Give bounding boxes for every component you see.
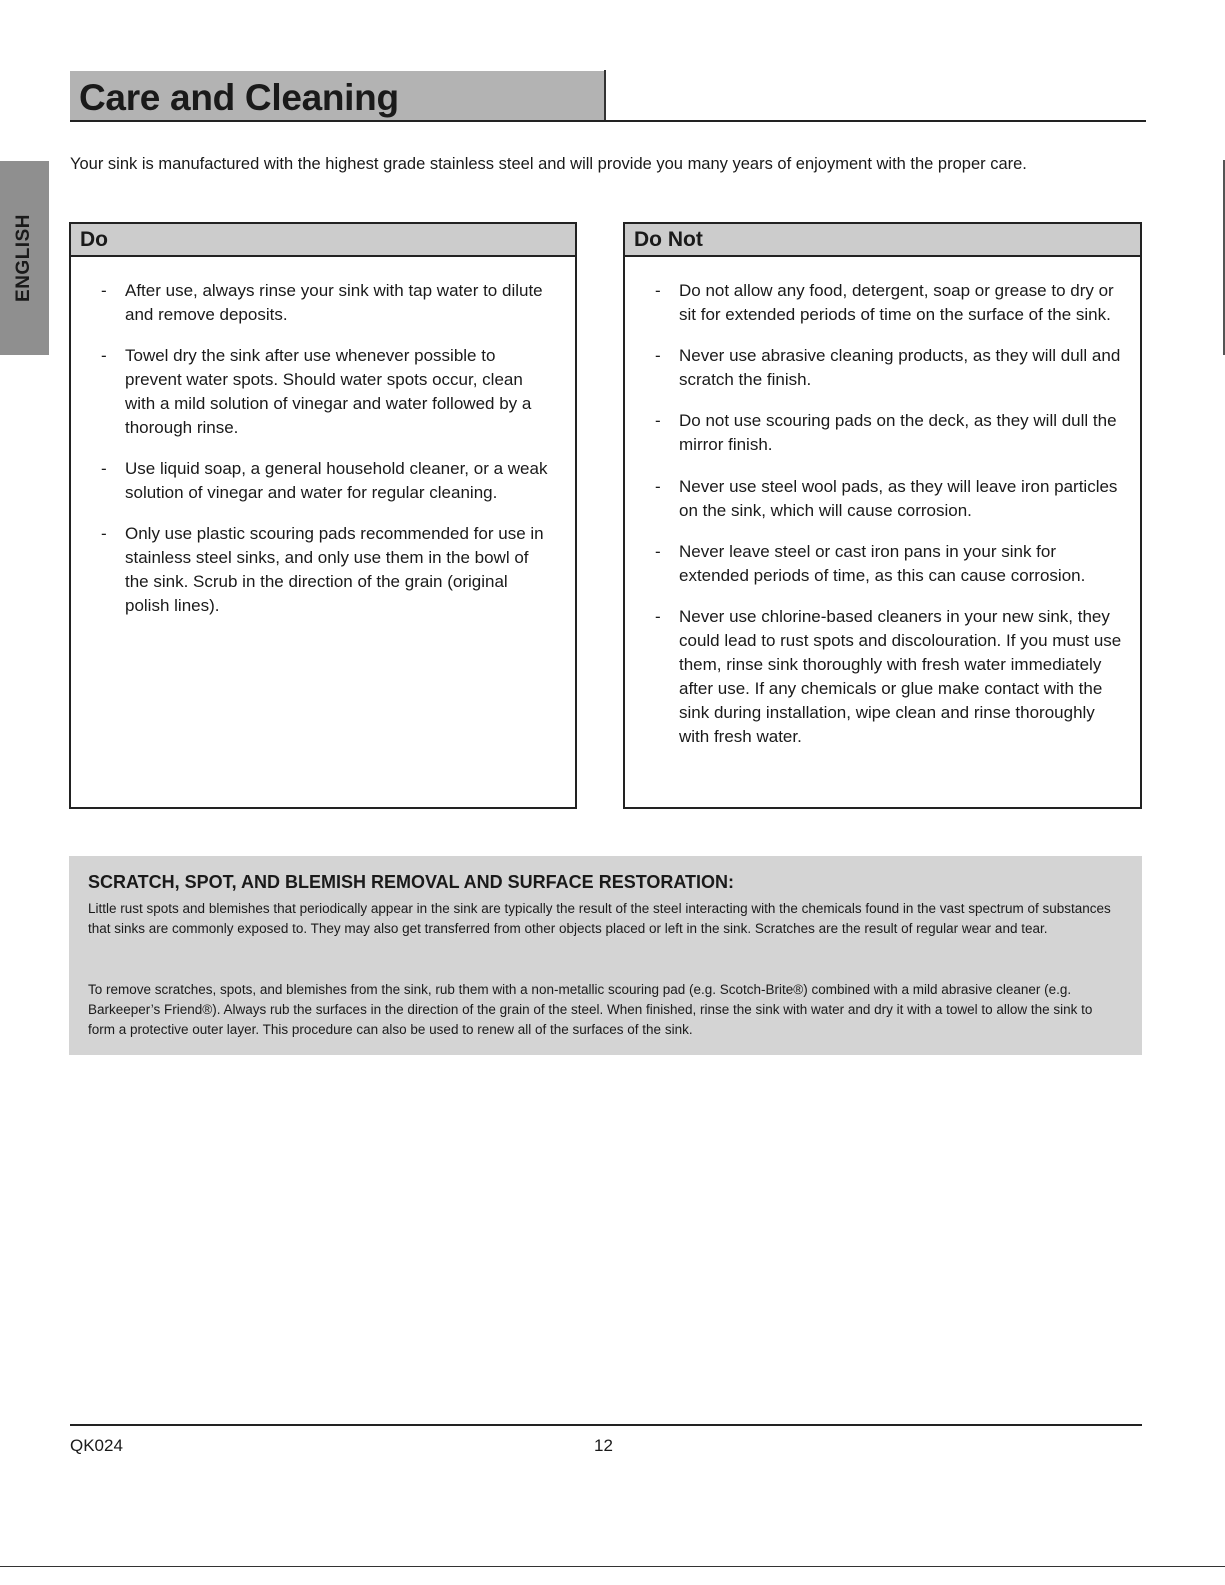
title-rule (70, 120, 1146, 122)
restoration-section (69, 856, 1142, 1055)
do-list-item: - Only use plastic scouring pads recommended for use in stainless steel sinks, and only use them in the bowl of the sink. Scrub in the direction of the grain (original polish lines). (101, 524, 544, 615)
bottom-edge-rule (0, 1566, 1225, 1567)
language-tab (0, 161, 49, 355)
do-not-list-item: - Never leave steel or cast iron pans in your sink for extended periods of time, as this can cause corrosion. (655, 542, 1086, 585)
do-not-list-item: - Do not allow any food, detergent, soap or grease to dry or sit for extended periods of time on the surface of the sink. (655, 281, 1114, 324)
title-divider (604, 70, 606, 121)
do-not-list-item: - Never use steel wool pads, as they will leave iron particles on the sink, which will cause corrosion. (655, 477, 1118, 520)
restoration-paragraph: Little rust spots and blemishes that periodically appear in the sink are typically the result of the steel interacting with the chemicals found in the vast spectrum of substances that sinks are commonly exposed to. They may also get transferred from other objects placed or left in the sink. Scratches are the result of regular wear and tear. (88, 901, 1111, 936)
do-list-item: - Towel dry the sink after use whenever possible to prevent water spots. Should water spots occur, clean with a mild solution of vinegar and water followed by a thorough rinse. (101, 346, 532, 437)
do-not-box (623, 222, 1142, 809)
do-list-item: - Use liquid soap, a general household cleaner, or a weak solution of vinegar and water for regular cleaning. (101, 459, 548, 502)
do-not-list-item: - Never use chlorine-based cleaners in your new sink, they could lead to rust spots and discolouration. If you must use them, rinse sink thoroughly with fresh water immediately after use. If any chemicals or glue make contact with the sink during installation, wipe clean and rinse thoroughly with fresh water. (655, 607, 1122, 746)
do-list-item: - After use, always rinse your sink with tap water to dilute and remove deposits. (101, 281, 543, 324)
language-tab-label: ENGLISH (13, 214, 34, 302)
do-box-heading: Do (71, 224, 575, 257)
restoration-heading: SCRATCH, SPOT, AND BLEMISH REMOVAL AND SURFACE RESTORATION: (88, 872, 735, 892)
page-number: 12 (594, 1436, 613, 1455)
title-bar (70, 71, 605, 121)
restoration-paragraph: To remove scratches, spots, and blemishes from the sink, rub them with a non-metallic scouring pad (e.g. Scotch-Brite®) combined with a mild abrasive cleaner (e.g. Barkeeper’s Friend®). Always rub the surfaces in the direction of the grain of the steel. When finished, rinse the sink with water and dry it with a towel to allow the sink to form a protective outer layer. This procedure can also be used to renew all of the surfaces of the sink. (88, 982, 1093, 1037)
intro-text: Your sink is manufactured with the highest grade stainless steel and will provide you many years of enjoyment with the proper care. (70, 155, 1027, 173)
do-not-list-item: - Do not use scouring pads on the deck, as they will dull the mirror finish. (655, 411, 1117, 454)
page-title: Care and Cleaning (79, 77, 399, 118)
do-box (69, 222, 577, 809)
footer-rule (70, 1424, 1142, 1426)
do-not-list-item: - Never use abrasive cleaning products, as they will dull and scratch the finish. (655, 346, 1121, 389)
do-not-box-heading: Do Not (625, 224, 1140, 257)
model-number: QK024 (70, 1436, 123, 1455)
